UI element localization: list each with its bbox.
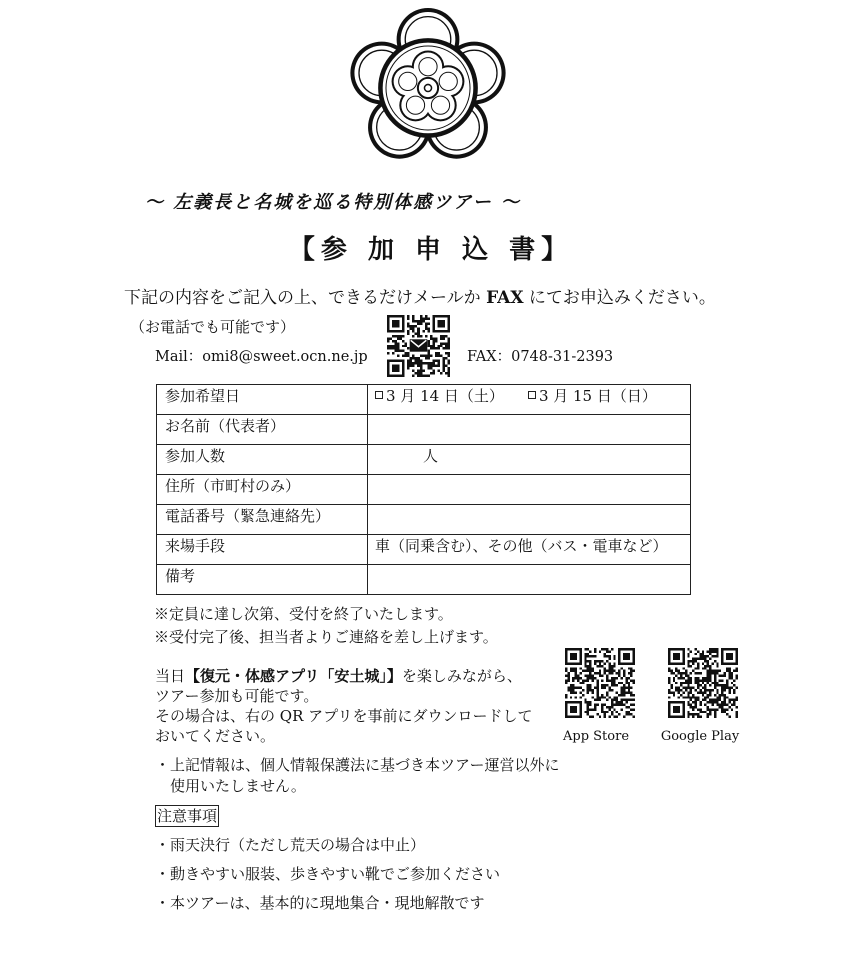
- qr-modules: [668, 648, 738, 718]
- date-option-label: 3 月 14 日（土）: [386, 387, 504, 405]
- qr-modules: [565, 648, 635, 718]
- privacy-notice: ・上記情報は、個人情報保護法に基づき本ツアー運営以外に: [155, 756, 560, 774]
- date-option-march-14[interactable]: [375, 387, 504, 405]
- application-form-table: [156, 384, 691, 595]
- app-text-line: その場合は、右の QR アプリを事前にダウンロードして: [155, 707, 533, 725]
- checkbox-march-15[interactable]: [528, 391, 536, 399]
- form-row-phone: [157, 505, 691, 535]
- privacy-notice-continued: 使用いたしません。: [170, 777, 306, 795]
- app-name: 【復元・体感アプリ「安土城」】: [185, 667, 402, 685]
- form-row-desired-date: [157, 385, 691, 415]
- desired-date-options: [368, 385, 691, 415]
- address-field[interactable]: [368, 475, 691, 505]
- label-name: お名前（代表者）: [157, 415, 368, 445]
- google-play-qr-code: [668, 648, 738, 718]
- google-play-label: Google Play: [660, 729, 740, 744]
- family-crest-icon: [347, 8, 509, 170]
- page-title: 【参 加 申 込 書】: [288, 235, 574, 265]
- app-text-line: [155, 666, 522, 686]
- app-store-qr-code: [565, 648, 635, 718]
- crest-center: [380, 40, 475, 135]
- mail-address: Mail：omi8@sweet.ocn.ne.jp: [155, 349, 368, 365]
- phone-field[interactable]: [368, 505, 691, 535]
- date-option-label: 3 月 15 日（日）: [538, 387, 657, 405]
- instruction-pre: 下記の内容をご記入の上、できるだけメールか: [124, 288, 487, 308]
- tour-subtitle: ～ 左義長と名城を巡る特別体感ツアー ～: [145, 192, 521, 213]
- label-remarks: 備考: [157, 565, 368, 595]
- envelope-icon: [410, 339, 428, 351]
- participants-unit: 人: [423, 447, 439, 465]
- participants-field[interactable]: [368, 445, 691, 475]
- label-phone: 電話番号（緊急連絡先）: [157, 505, 368, 535]
- label-transport: 来場手段: [157, 535, 368, 565]
- crest-flower-center: [418, 78, 438, 98]
- app-text-line: ツアー参加も可能です。: [155, 687, 319, 705]
- transport-field[interactable]: 車（同乗含む）、その他（バス・電車など）: [368, 535, 691, 565]
- form-row-name: [157, 415, 691, 445]
- note-confirmation: ※受付完了後、担当者よりご連絡を差し上げます。: [154, 628, 498, 646]
- app-text-post: を楽しみながら、: [401, 667, 522, 685]
- form-row-remarks: [157, 565, 691, 595]
- form-row-address: [157, 475, 691, 505]
- precaution-item: ・本ツアーは、基本的に現地集合・現地解散です: [155, 894, 485, 912]
- app-text-pre: 当日: [155, 667, 186, 685]
- app-store-label: App Store: [562, 729, 630, 744]
- fax-number: FAX：0748-31-2393: [467, 349, 614, 365]
- phone-note: （お電話でも可能です）: [130, 318, 296, 336]
- instruction-post: にてお申込みください。: [523, 288, 716, 308]
- label-address: 住所（市町村のみ）: [157, 475, 368, 505]
- note-capacity: ※定員に達し次第、受付を終了いたします。: [154, 605, 453, 623]
- precautions-heading: 注意事項: [157, 807, 218, 825]
- instruction-text: [124, 287, 716, 309]
- label-participants: 参加人数: [157, 445, 368, 475]
- app-text-line: おいてください。: [155, 727, 276, 745]
- form-row-transport: [157, 535, 691, 565]
- name-field[interactable]: [368, 415, 691, 445]
- precaution-item: ・雨天決行（ただし荒天の場合は中止）: [155, 836, 426, 854]
- label-desired-date: 参加希望日: [157, 385, 368, 415]
- checkbox-march-14[interactable]: [375, 391, 383, 399]
- precaution-item: ・動きやすい服装、歩きやすい靴でご参加ください: [155, 865, 501, 883]
- remarks-field[interactable]: [368, 565, 691, 595]
- form-row-participants: [157, 445, 691, 475]
- instruction-fax: FAX: [486, 288, 524, 308]
- date-option-march-15[interactable]: [528, 387, 657, 405]
- email-qr-code: [387, 315, 450, 377]
